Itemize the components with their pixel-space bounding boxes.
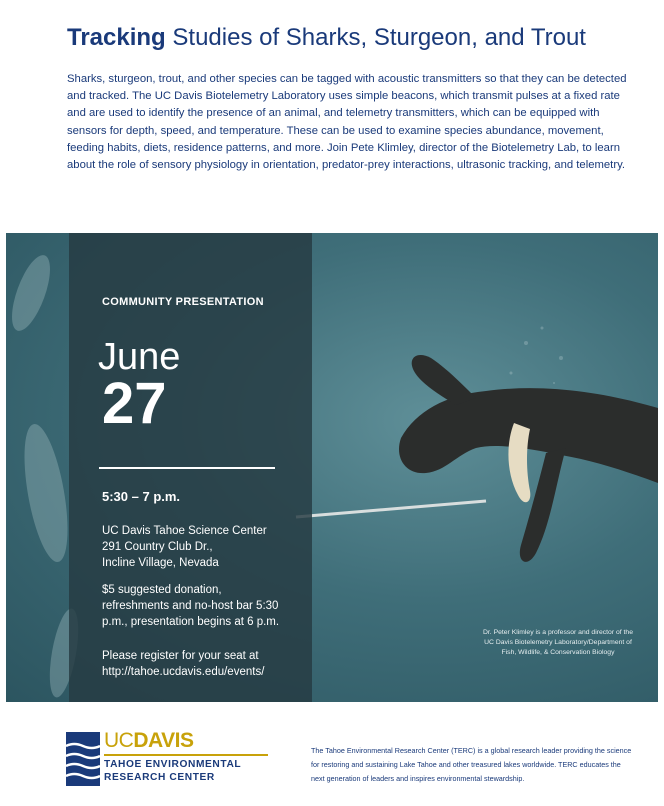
ucdavis-terc-logo <box>66 730 266 790</box>
intro-paragraph: Sharks, sturgeon, trout, and other species can be tagged with acoustic transmitters so that they can be detected and tracked. The UC Davis Biotelemetry Laboratory uses simple beacons, which transmit pulses at a fixed rate and are used to identify the presence of an animal, and telemetry transmitters, which can be equipped with sensors for depth, speed, and temperature. These can be used to examine species abundance, movement, feeding habits, diets, residence patterns, and more. Join Pete Klimley, director of the Biotelemetry Lab, to learn about the role of sensory physiology in orientation, predator-prey interactions, ultrasonic tracking, and telemetry. <box>67 73 627 172</box>
caption-line: Fish, Wildlife, & Conservation Biology <box>501 649 615 656</box>
headline-rest: Studies of Sharks, Sturgeon, and Trout <box>165 24 586 51</box>
donation-line: refreshments and no-host bar 5:30 <box>102 600 279 613</box>
photo-caption <box>468 628 648 658</box>
register-text: Please register for your seat at <box>102 650 259 662</box>
event-time: 5:30 – 7 p.m. <box>102 489 181 504</box>
spear-pole <box>296 501 486 517</box>
logo-line-1: TAHOE ENVIRONMENTAL <box>104 759 242 770</box>
headline-bold: Tracking <box>67 24 166 51</box>
ucdavis-wordmark: UCDAVIS <box>104 729 194 752</box>
bubbles <box>510 327 564 385</box>
donation-line: $5 suggested donation, <box>102 584 222 596</box>
logo-rule <box>104 754 268 756</box>
lake-waves-icon <box>66 732 100 786</box>
venue-line: 291 Country Club Dr., <box>102 541 213 554</box>
register-link[interactable]: http://tahoe.ucdavis.edu/events/ <box>102 666 265 679</box>
event-donation <box>102 582 302 631</box>
venue-line: UC Davis Tahoe Science Center <box>102 525 267 537</box>
event-panel <box>69 233 312 702</box>
diver-arm <box>412 355 476 405</box>
caption-line: Dr. Peter Klimley is a professor and director of the <box>483 629 633 636</box>
diver-strap <box>508 423 530 502</box>
panel-divider <box>99 467 275 469</box>
event-day: 27 <box>102 371 167 436</box>
terc-description <box>311 744 657 787</box>
event-label: COMMUNITY PRESENTATION <box>102 296 264 308</box>
venue-line: Incline Village, Nevada <box>102 557 219 570</box>
headline <box>67 22 647 54</box>
logo-line-2: RESEARCH CENTER <box>104 772 215 783</box>
blurb-line: The Tahoe Environmental Research Center (TERC) is a global research leader providing the science <box>311 746 632 755</box>
blurb-line: next generation of leaders and inspires environmental stewardship. <box>311 774 525 784</box>
event-month: June <box>98 336 181 378</box>
blurb-line: for restoring and sustaining Lake Tahoe and other treasured lakes worldwide. TERC educates the <box>311 760 621 770</box>
event-venue <box>102 523 302 572</box>
caption-line: UC Davis Biotelemetry Laboratory/Department of <box>484 639 632 646</box>
event-register <box>102 648 302 680</box>
donation-line: p.m., presentation begins at 6 p.m. <box>102 616 280 629</box>
